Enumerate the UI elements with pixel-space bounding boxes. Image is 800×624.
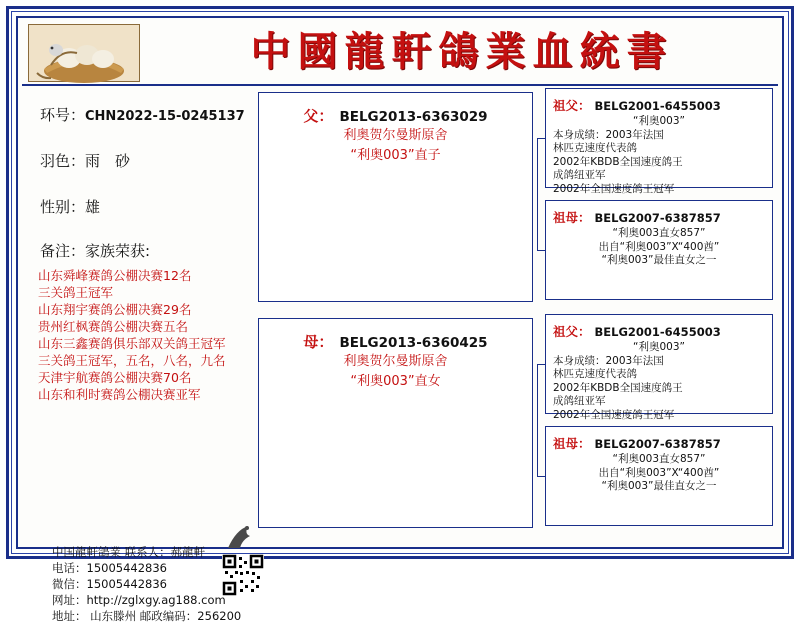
paternal-grandfather-panel [545, 88, 773, 195]
gp3-detail-line: 林匹克速度代表鸽 [553, 368, 637, 380]
honors-list [38, 267, 248, 403]
sex-value: 雄 [85, 198, 101, 216]
gp1-detail-line: 成鸽纽亚军 [553, 169, 606, 181]
honor-item: 山东翔宇赛鸽公棚决赛29名 [38, 302, 192, 317]
gp3-detail-line: 2002年KBDB全国速度鸽王 [553, 381, 683, 394]
gp4-relation-label: 祖母： [553, 436, 591, 451]
mother-panel [258, 318, 533, 528]
gp3-ring-number: BELG2001-6455003 [594, 325, 721, 339]
honor-item: 三关鸽王冠军 [38, 285, 114, 300]
father-panel [258, 92, 533, 302]
gp4-detail-line: 出自“利奥003”X“400酋” [598, 466, 720, 479]
color-row [40, 150, 130, 171]
gp1-detail-line: 2002年全国速度鸽王冠军 [553, 182, 675, 195]
father-detail-line: “利奥003”直子 [350, 148, 441, 163]
gp1-detail-line: 林匹克速度代表鸽 [553, 142, 637, 154]
pigeon-basket-icon [28, 24, 140, 82]
honor-item: 山东三鑫赛鸽俱乐部双关鸽王冠军 [38, 336, 226, 351]
ring-number-row [40, 104, 245, 125]
header [22, 22, 778, 82]
color-label: 羽色： [40, 152, 86, 170]
gp4-detail-line: “利奥003直女857” [612, 453, 706, 465]
gp2-detail-line: “利奥003”最佳直女之一 [601, 254, 717, 266]
sex-label: 性别： [40, 198, 86, 216]
connector-mother-vertical [537, 364, 538, 476]
gp3-relation-label: 祖父： [553, 324, 591, 339]
contact-line-website: 网址：http://zglxgy.ag188.com [52, 593, 226, 607]
color-value: 雨 砂 [85, 152, 131, 170]
mother-heading [269, 331, 522, 352]
gp1-detail-line: 本身成绩：2003年法国 [553, 128, 664, 141]
note-label: 备注： [40, 242, 86, 260]
maternal-grandmother-panel [545, 426, 773, 526]
gp4-detail-line: “利奥003”最佳直女之一 [601, 480, 717, 492]
gp3-detail-line: 成鸽纽亚军 [553, 395, 606, 407]
note-value: 家族荣获: [85, 242, 151, 260]
contact-line: 地址： 山东滕州 邮政编码：256200 [52, 609, 242, 623]
contact-line: 微信：15005442836 [52, 577, 167, 591]
father-ring-number: BELG2013-6363029 [339, 109, 488, 125]
mother-detail-line: 利奥贺尔曼斯原舍 [343, 354, 448, 369]
gp1-relation-label: 祖父： [553, 98, 591, 113]
contact-block [52, 544, 277, 624]
contact-line: 中国龍軒鴿業 联系人：郝龍軒 [52, 545, 206, 559]
header-divider [22, 84, 778, 86]
honor-item: 贵州红枫赛鸽公棚决赛五名 [38, 319, 189, 334]
father-detail-line: 利奥贺尔曼斯原舍 [343, 128, 448, 143]
honor-item: 三关鸽王冠军，五名，八名，九名 [38, 353, 226, 368]
gp2-relation-label: 祖母： [553, 210, 591, 225]
gp1-detail-line: “利奥003” [633, 115, 685, 127]
gp3-detail-line: 本身成绩：2003年法国 [553, 354, 664, 367]
mother-relation-label: 母： [303, 333, 334, 351]
mother-ring-number: BELG2013-6360425 [339, 335, 488, 351]
honor-item: 天津宇航赛鸽公棚决赛70名 [38, 370, 192, 385]
gp2-detail-line: 出自“利奥003”X“400酋” [598, 240, 720, 253]
maternal-grandfather-panel [545, 314, 773, 421]
gp3-detail-line: “利奥003” [633, 341, 685, 353]
page-title: 中國龍軒鴿業血統書 [250, 29, 674, 75]
ring-number-label: 环号： [40, 106, 86, 124]
paternal-grandmother-panel [545, 200, 773, 300]
connector-father-vertical [537, 138, 538, 250]
subject-info-panel [26, 92, 248, 623]
gp2-detail-line: “利奥003直女857” [612, 227, 706, 239]
father-heading [269, 105, 522, 126]
father-relation-label: 父： [303, 107, 334, 125]
ring-number-value: CHN2022-15-0245137 [85, 109, 245, 124]
gp2-ring-number: BELG2007-6387857 [594, 211, 721, 225]
mother-detail-line: “利奥003”直女 [350, 374, 441, 389]
note-row [40, 240, 150, 261]
gp1-detail-line: 2002年KBDB全国速度鸽王 [553, 155, 683, 168]
gp4-ring-number: BELG2007-6387857 [594, 437, 721, 451]
gp3-detail-line: 2002年全国速度鸽王冠军 [553, 408, 675, 421]
contact-line: 电话：15005442836 [52, 561, 167, 575]
honor-item: 山东和利时赛鸽公棚决赛亚军 [38, 387, 201, 402]
honor-item: 山东舜峰赛鸽公棚决赛12名 [38, 268, 192, 283]
gp1-ring-number: BELG2001-6455003 [594, 99, 721, 113]
sex-row [40, 196, 100, 217]
